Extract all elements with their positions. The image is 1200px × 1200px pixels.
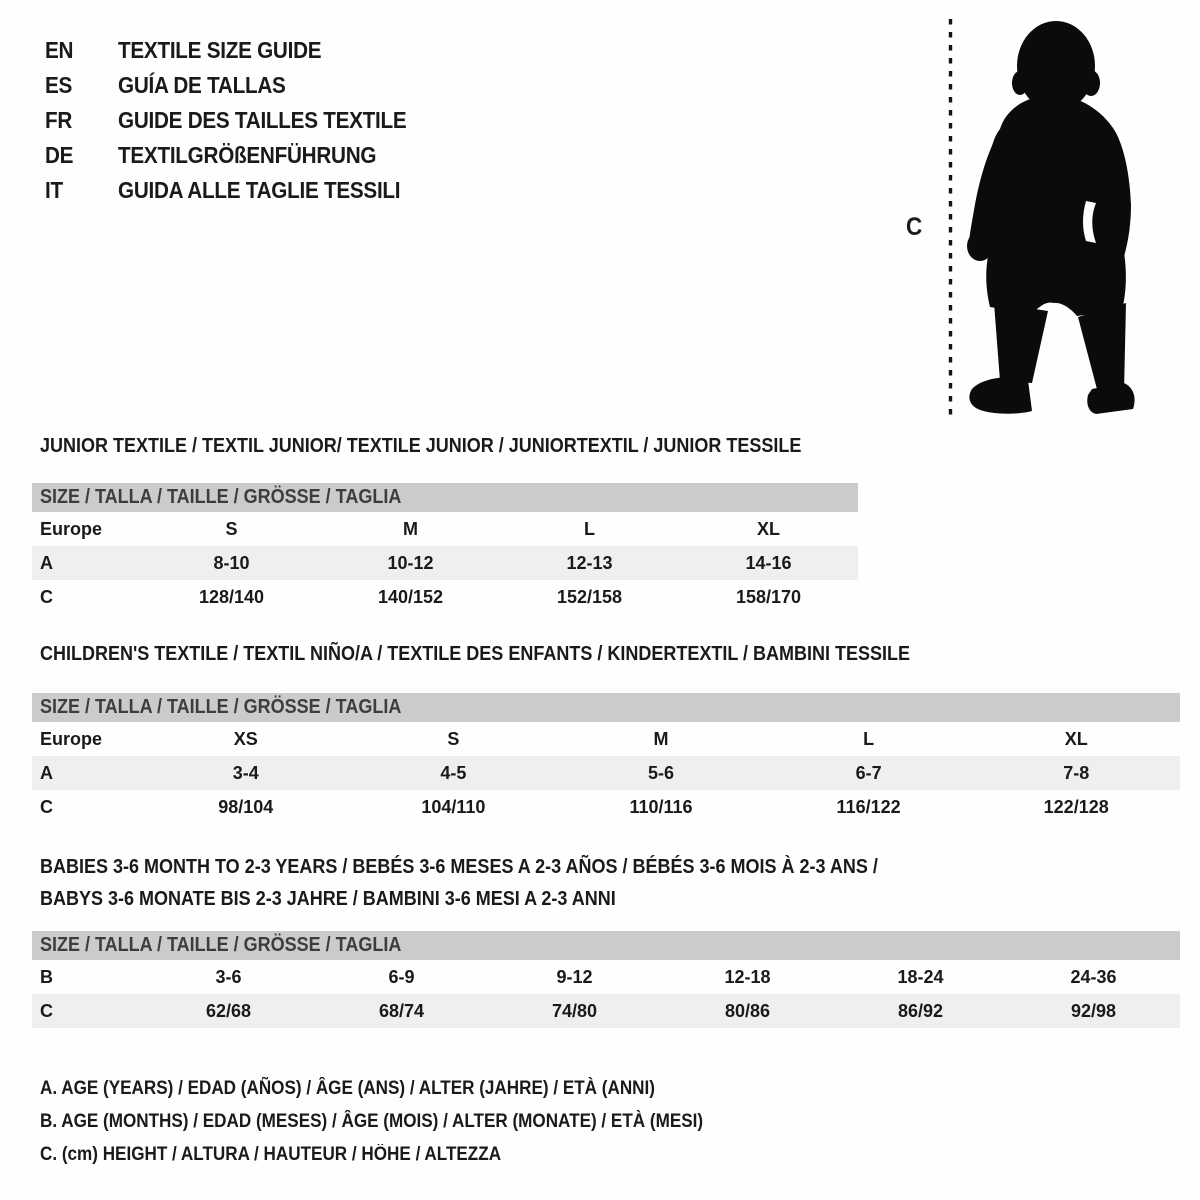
value-cell: 92/98: [1070, 1000, 1117, 1021]
table-row: [32, 790, 1180, 824]
value-cell: 5-6: [647, 762, 674, 783]
language-label: TEXTILE SIZE GUIDE: [118, 37, 322, 63]
value-cell: XL: [1064, 728, 1088, 749]
value-cell: 110/116: [629, 796, 693, 817]
value-cell: L: [584, 518, 595, 539]
value-cell: 7-8: [1063, 762, 1090, 783]
value-cell: 4-5: [440, 762, 467, 783]
value-cell: 3-6: [215, 966, 242, 987]
value-cell: 152/158: [556, 586, 623, 607]
language-code: ES: [45, 72, 73, 98]
row-label-cell: B: [40, 966, 53, 987]
row-label-cell: A: [40, 762, 53, 783]
language-label: TEXTILGRÖßENFÜHRUNG: [118, 142, 377, 168]
legend-line: [40, 1105, 777, 1138]
row-label-cell: C: [40, 586, 53, 607]
size-table: [32, 483, 858, 614]
value-cell: M: [653, 728, 669, 749]
value-cell: 10-12: [387, 552, 434, 573]
legend-text: A. AGE (YEARS) / EDAD (AÑOS) / ÂGE (ANS) / ALTER (JAHRE) / ETÀ (ANNI): [40, 1078, 655, 1099]
row-label-cell: Europe: [40, 518, 103, 539]
value-cell: 24-36: [1070, 966, 1117, 987]
value-cell: 104/110: [421, 796, 486, 817]
value-cell: 8-10: [213, 552, 250, 573]
language-label: GUIDE DES TAILLES TEXTILE: [118, 107, 407, 133]
language-code: DE: [45, 142, 74, 168]
language-label: GUIDA ALLE TAGLIE TESSILI: [118, 177, 401, 203]
table-header-label: SIZE / TALLA / TAILLE / GRÖSSE / TAGLIA: [40, 486, 402, 508]
row-label-cell: A: [40, 552, 53, 573]
value-cell: XL: [756, 518, 780, 539]
row-label-cell: C: [40, 796, 53, 817]
language-code: IT: [45, 177, 63, 203]
value-cell: 86/92: [897, 1000, 944, 1021]
value-cell: 12-18: [724, 966, 771, 987]
table-header-label: SIZE / TALLA / TAILLE / GRÖSSE / TAGLIA: [40, 934, 402, 956]
row-label-cell: Europe: [40, 728, 103, 749]
table-row: [32, 546, 858, 580]
table-header-band: [32, 483, 858, 512]
legend-text: C. (cm) HEIGHT / ALTURA / HAUTEUR / HÖHE / ALTEZZA: [40, 1144, 502, 1165]
value-cell: 12-13: [566, 552, 613, 573]
section-title-text: BABYS 3-6 MONATE BIS 2-3 JAHRE / BAMBINI 3-6 MESI A 2-3 ANNI: [40, 888, 616, 910]
legend-line: [40, 1072, 777, 1105]
section-title-line: [40, 435, 858, 457]
section-title-text: CHILDREN'S TEXTILE / TEXTIL NIÑO/A / TEXTILE DES ENFANTS / KINDERTEXTIL / BAMBINI TESSILE: [40, 643, 911, 665]
size-table: [32, 693, 1180, 824]
table-row: [32, 994, 1180, 1028]
legend-line: [40, 1138, 777, 1171]
language-row: [45, 138, 439, 173]
language-row: [45, 68, 439, 103]
value-cell: 128/140: [198, 586, 265, 607]
value-cell: 122/128: [1043, 796, 1109, 817]
value-cell: XS: [233, 728, 258, 749]
value-cell: S: [447, 728, 460, 749]
table-header-band: [32, 931, 1180, 960]
value-cell: 6-9: [388, 966, 415, 987]
language-row: [45, 173, 439, 208]
table-row: [32, 960, 1180, 994]
value-cell: 140/152: [377, 586, 444, 607]
section-title: [40, 851, 1180, 915]
table-header-band: [32, 693, 1180, 722]
toddler-figure: [930, 15, 1145, 420]
value-cell: 80/86: [724, 1000, 771, 1021]
value-cell: 6-7: [855, 762, 882, 783]
section-title-text: BABIES 3-6 MONTH TO 2-3 YEARS / BEBÉS 3-6 MESES A 2-3 AÑOS / BÉBÉS 3-6 MOIS À 2-3 ANS /: [40, 856, 878, 878]
value-cell: 68/74: [378, 1000, 425, 1021]
value-cell: 9-12: [556, 966, 593, 987]
value-cell: 14-16: [745, 552, 792, 573]
section-childrens-textile: [32, 643, 1180, 824]
section-junior-textile: [32, 435, 858, 614]
table-row: [32, 580, 858, 614]
language-row: [45, 33, 439, 68]
section-title-line: [40, 643, 1180, 665]
value-cell: 62/68: [205, 1000, 252, 1021]
language-code: EN: [45, 37, 74, 63]
table-row: [32, 756, 1180, 790]
value-cell: L: [863, 728, 875, 749]
size-table: [32, 931, 1180, 1028]
value-cell: 74/80: [551, 1000, 598, 1021]
value-cell: 98/104: [218, 796, 274, 817]
section-title: [40, 643, 1180, 665]
toddler-silhouette-icon: [967, 21, 1135, 414]
section-title-line: [40, 851, 1180, 883]
legend: [40, 1072, 777, 1171]
table-row: [32, 512, 858, 546]
language-list: [45, 33, 439, 208]
section-babies-textile: [32, 851, 1180, 1028]
language-row: [45, 103, 439, 138]
value-cell: 18-24: [897, 966, 944, 987]
section-title-text: JUNIOR TEXTILE / TEXTIL JUNIOR/ TEXTILE JUNIOR / JUNIORTEXTIL / JUNIOR TESSILE: [40, 435, 802, 457]
height-measure-label: C: [906, 213, 923, 241]
table-row: [32, 722, 1180, 756]
section-title-line: [40, 883, 1180, 915]
value-cell: 3-4: [232, 762, 259, 783]
language-code: FR: [45, 107, 73, 133]
row-label-cell: C: [40, 1000, 53, 1021]
section-title: [40, 435, 858, 457]
value-cell: 158/170: [735, 586, 802, 607]
value-cell: 116/122: [836, 796, 901, 817]
legend-text: B. AGE (MONTHS) / EDAD (MESES) / ÂGE (MOIS) / ALTER (MONATE) / ETÀ (MESI): [40, 1111, 704, 1132]
language-label: GUÍA DE TALLAS: [118, 72, 286, 98]
table-header-label: SIZE / TALLA / TAILLE / GRÖSSE / TAGLIA: [40, 696, 402, 718]
value-cell: S: [225, 518, 238, 539]
value-cell: M: [403, 518, 418, 539]
